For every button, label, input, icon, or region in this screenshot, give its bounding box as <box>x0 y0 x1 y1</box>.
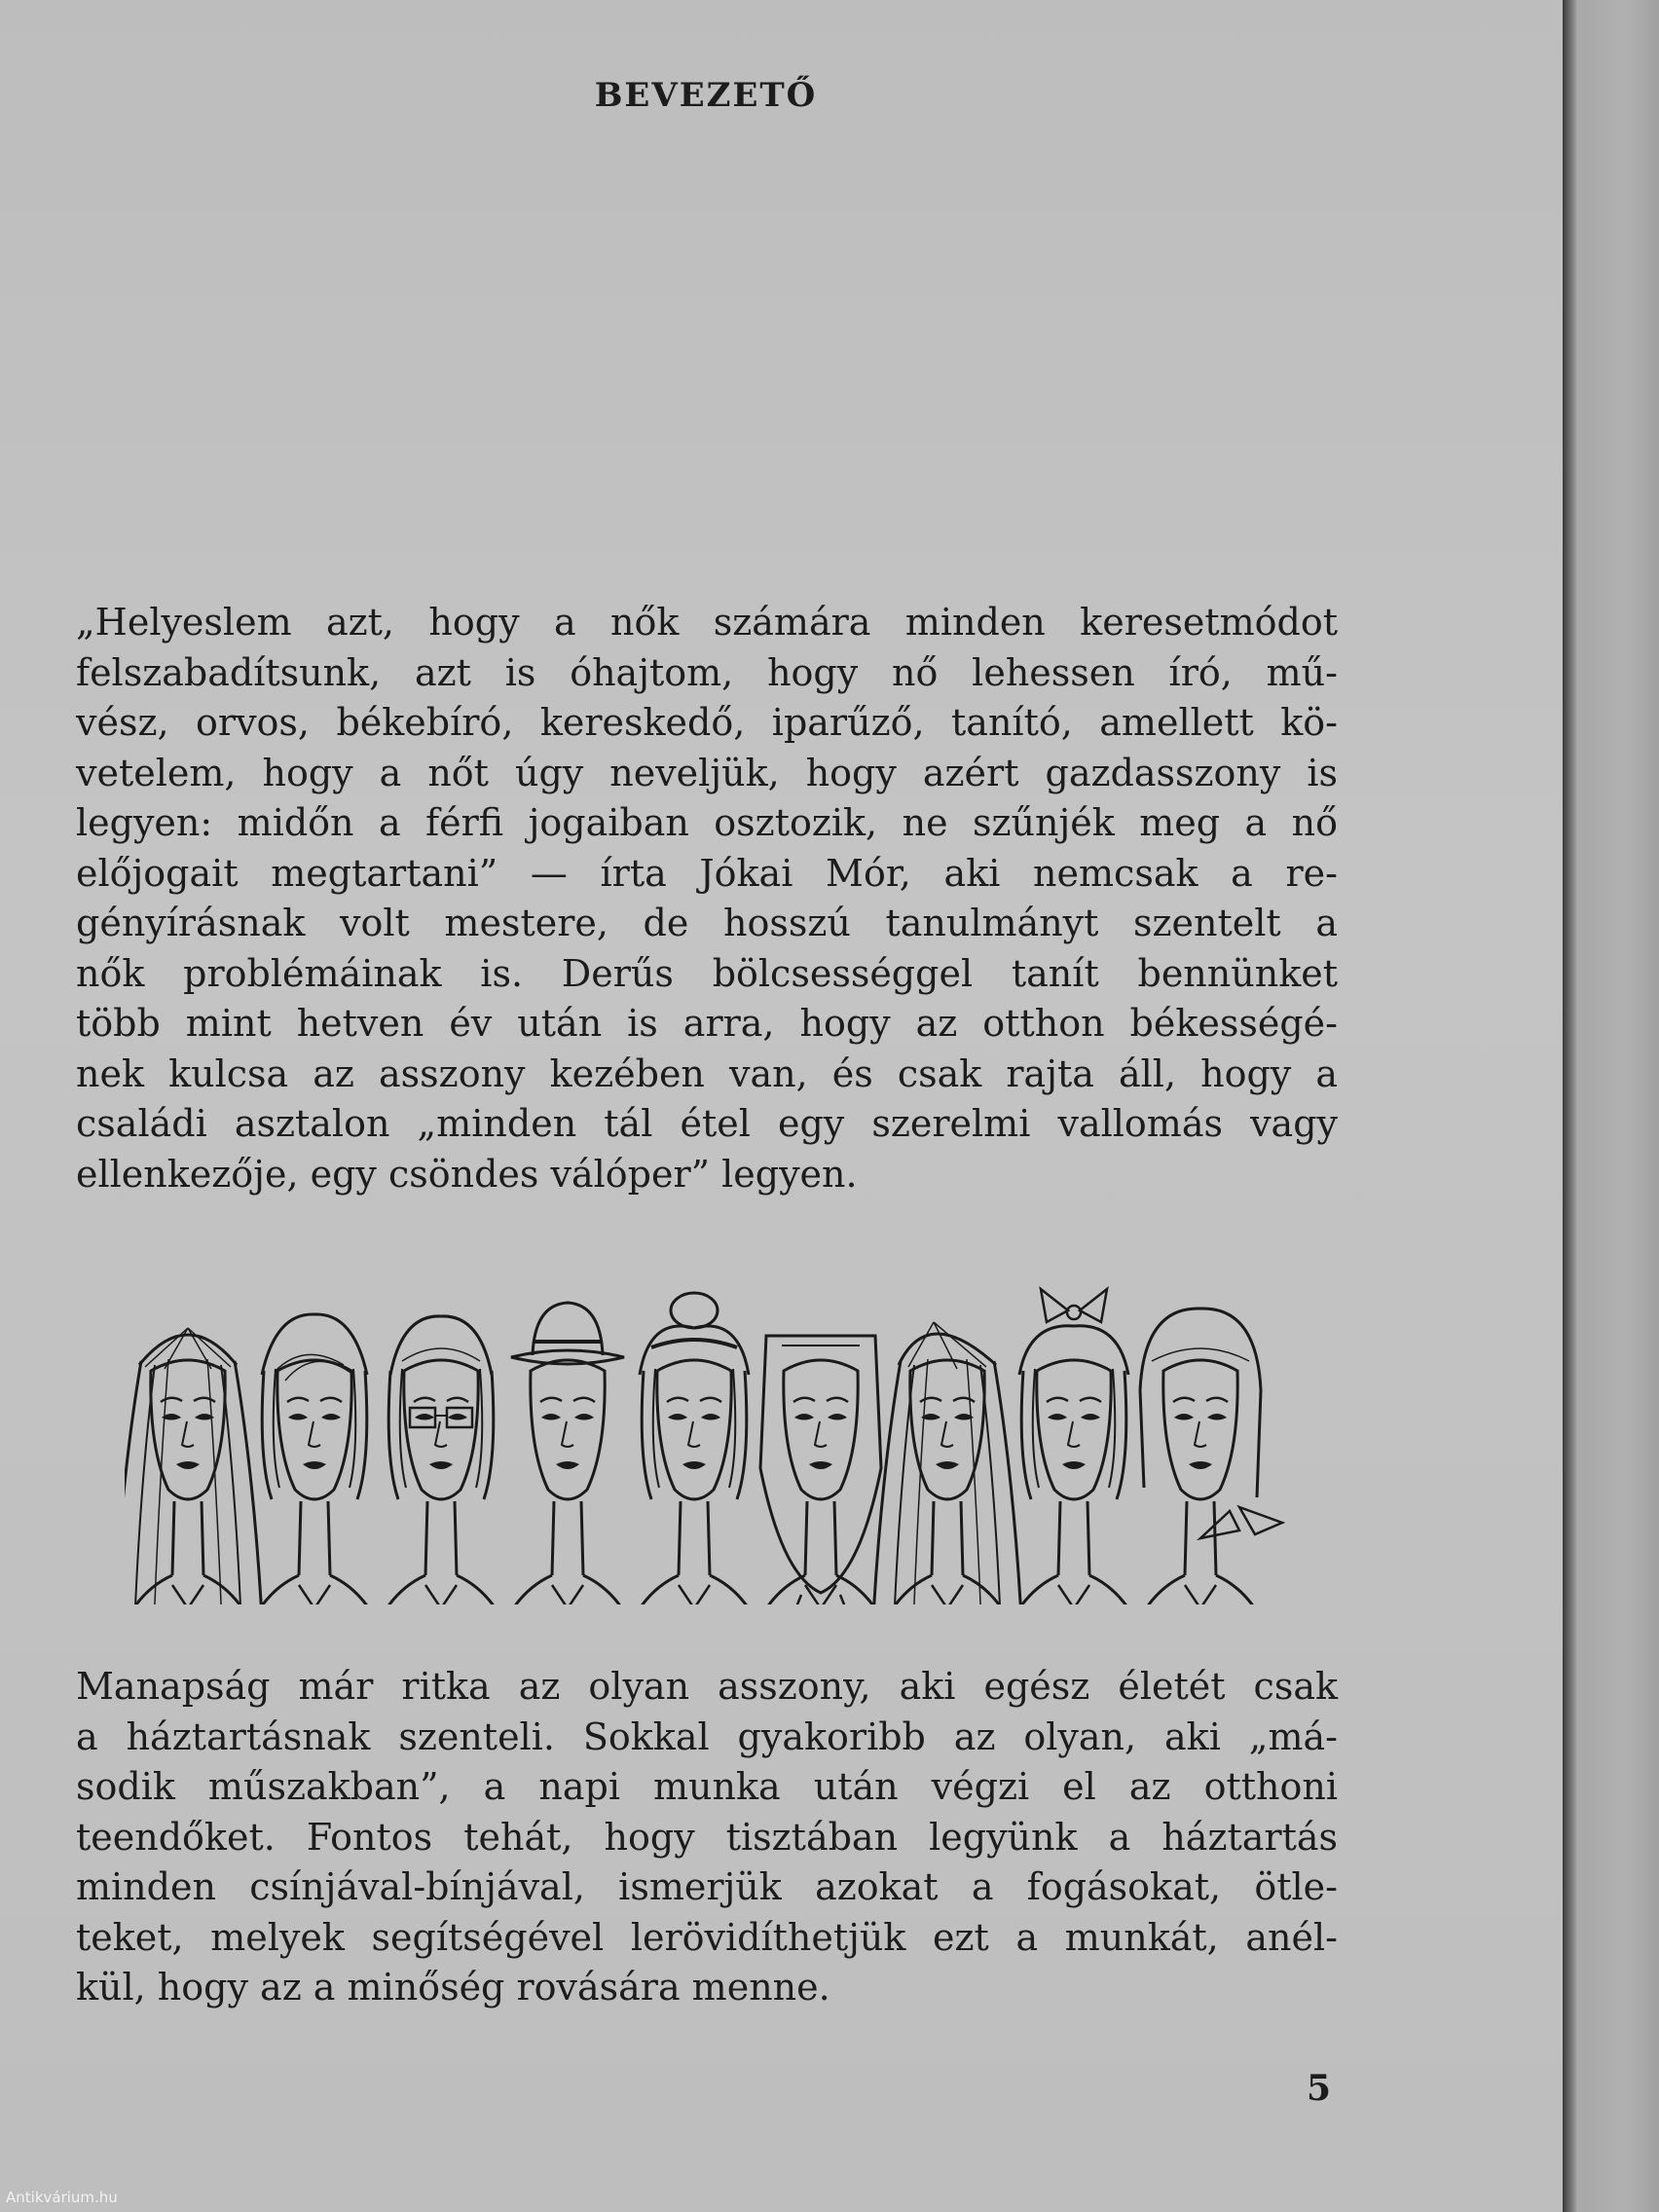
text-line: felszabadítsunk, azt is óhajtom, hogy nő lehessen író, mű- <box>76 650 1338 694</box>
text-line: „Helyeslem azt, hogy a nők számára minden keresetmódot <box>76 601 1338 644</box>
page-number: 5 <box>1307 2068 1332 2109</box>
text-line: vész, orvos, békebíró, kereskedő, iparűző, tanító, amellett kö- <box>76 701 1338 744</box>
text-line: sodik műszakban”, a napi munka után végzi el az otthoni <box>76 1765 1338 1808</box>
text-line: legyen: midőn a férfi jogaiban osztozik, ne szűnjék meg a nő <box>76 801 1338 844</box>
watermark: Antikvárium.hu <box>6 2189 118 2206</box>
text-line: Manapság már ritka az olyan asszony, aki egész életét csak <box>76 1665 1338 1708</box>
text-line: teendőket. Fontos tehát, hogy tisztában legyünk a háztartás <box>76 1815 1338 1859</box>
face-with-headscarf <box>747 1336 895 1604</box>
text-line: teket, melyek segítségével lerövidíthetjük ezt a munkát, anél- <box>76 1915 1338 1959</box>
text-line: minden csínjával-bínjával, ismerjük azokat a fogásokat, ötle- <box>76 1865 1338 1908</box>
text-line: előjogait megtartani” — írta Jókai Mór, aki nemcsak a re- <box>76 851 1338 895</box>
chapter-heading: BEVEZETŐ <box>594 76 818 115</box>
paragraph-body <box>76 1662 1338 2013</box>
paragraph-quote <box>76 598 1338 1199</box>
text-line: nek kulcsa az asszony kezében van, és csak rajta áll, hogy a <box>76 1051 1338 1095</box>
text-line: nők problémáinak is. Derűs bölcsességgel tanít bennünket <box>76 951 1338 995</box>
page-edge-shadow <box>1563 0 1576 2212</box>
face-short-bob <box>240 1314 388 1604</box>
text-line: több mint hetven év után is arra, hogy az otthon békességé- <box>76 1002 1338 1045</box>
face-with-kerchief <box>1126 1309 1282 1604</box>
text-line: a háztartásnak szenteli. Sokkal gyakoribb az olyan, aki „má- <box>76 1714 1338 1758</box>
illustration-women-faces <box>125 1283 1324 1604</box>
face-long-hair-side-part <box>871 1322 1023 1604</box>
face-with-hat <box>494 1303 642 1604</box>
text-line: családi asztalon „minden tál étel egy szerelmi vallomás vagy <box>76 1102 1338 1145</box>
text-line: ellenkezője, egy csöndes válóper” legyen. <box>76 1152 858 1196</box>
face-with-ribbon <box>1000 1289 1148 1604</box>
text-line: vetelem, hogy a nőt úgy neveljük, hogy azért gazdasszony is <box>76 751 1338 794</box>
text-line: kül, hogy az a minőség rovására menne. <box>76 1966 830 2009</box>
adjacent-page <box>1576 0 1659 2212</box>
face-with-glasses <box>367 1316 515 1604</box>
face-with-bun <box>620 1293 768 1604</box>
text-line: gényírásnak volt mestere, de hosszú tanulmányt szentelt a <box>76 902 1338 944</box>
face-long-hair <box>125 1328 264 1604</box>
